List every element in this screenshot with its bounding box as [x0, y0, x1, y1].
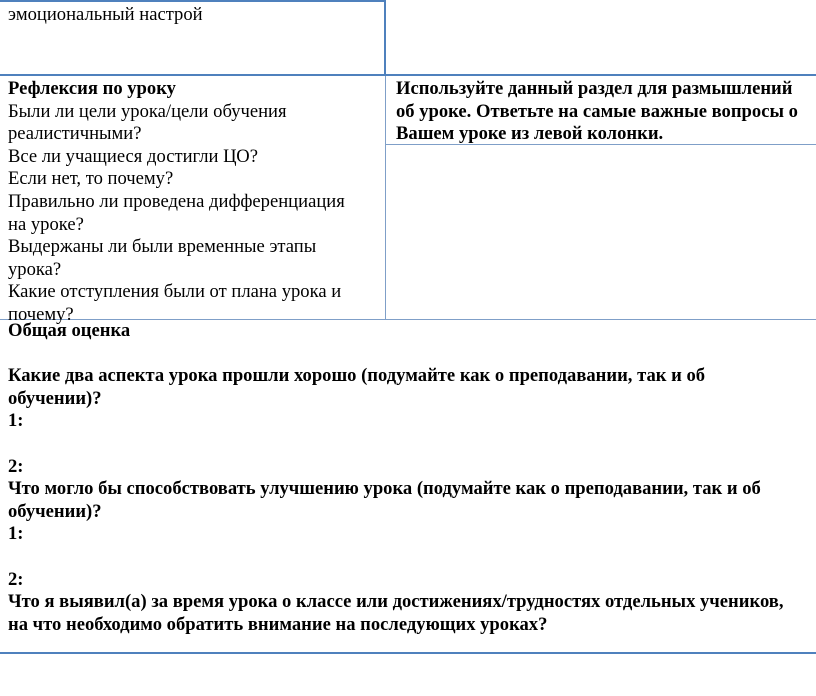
- reflection-question-line: Правильно ли проведена дифференциация: [8, 190, 345, 212]
- reflection-question-line: Если нет, то почему?: [8, 168, 174, 190]
- answer-2-label: 2:: [8, 568, 24, 590]
- reflection-question-line: на уроке?: [8, 213, 84, 235]
- overall-question-3-line: на что необходимо обратить внимание на последующих уроках?: [8, 613, 548, 635]
- reflection-question-line: Все ли учащиеся достигли ЦО?: [8, 145, 258, 167]
- mood-text: эмоциональный настрой: [8, 4, 203, 25]
- column-divider: [385, 76, 386, 320]
- reflection-question-line: Какие отступления были от плана урока и: [8, 281, 342, 303]
- row1-left-cell: [8, 4, 203, 27]
- overall-question-1-line: обучении)?: [8, 387, 102, 409]
- answer-1-label: 1:: [8, 410, 24, 432]
- row1-right-border: [384, 0, 386, 76]
- overall-question-2-line: обучении)?: [8, 500, 102, 522]
- reflection-question-line: урока?: [8, 258, 62, 280]
- reflection-right-cell: [396, 78, 798, 146]
- answer-1-label: 1:: [8, 523, 24, 545]
- reflection-question-line: Выдержаны ли были временные этапы: [8, 236, 317, 258]
- overall-question-3-line: Что я выявил(а) за время урока о классе или достижениях/трудностях отдельных учеников,: [8, 591, 784, 613]
- reflection-instruction-line: Вашем уроке из левой колонки.: [396, 123, 664, 145]
- reflection-instruction-line: Используйте данный раздел для размышлений: [396, 78, 793, 99]
- overall-question-2-line: Что могло бы способствовать улучшению урока (подумайте как о преподавании, так и об: [8, 478, 761, 500]
- reflection-question-line: реалистичными?: [8, 123, 142, 145]
- reflection-instruction-line: об уроке. Ответьте на самые важные вопросы о: [396, 100, 798, 122]
- reflection-heading: Рефлексия по уроку: [8, 78, 176, 99]
- overall-question-1-line: Какие два аспекта урока прошли хорошо (подумайте как о преподавании, так и об: [8, 365, 706, 387]
- row1-bottom-border: [0, 74, 816, 76]
- overall-assessment-cell: [8, 320, 783, 636]
- overall-heading: Общая оценка: [8, 320, 131, 341]
- top-border: [0, 0, 386, 2]
- reflection-left-cell: [8, 78, 345, 327]
- reflection-question-line: Были ли цели урока/цели обучения: [8, 100, 287, 122]
- reflection-question-line: почему?: [8, 303, 74, 325]
- answer-2-label: 2:: [8, 455, 24, 477]
- bottom-border: [0, 652, 816, 654]
